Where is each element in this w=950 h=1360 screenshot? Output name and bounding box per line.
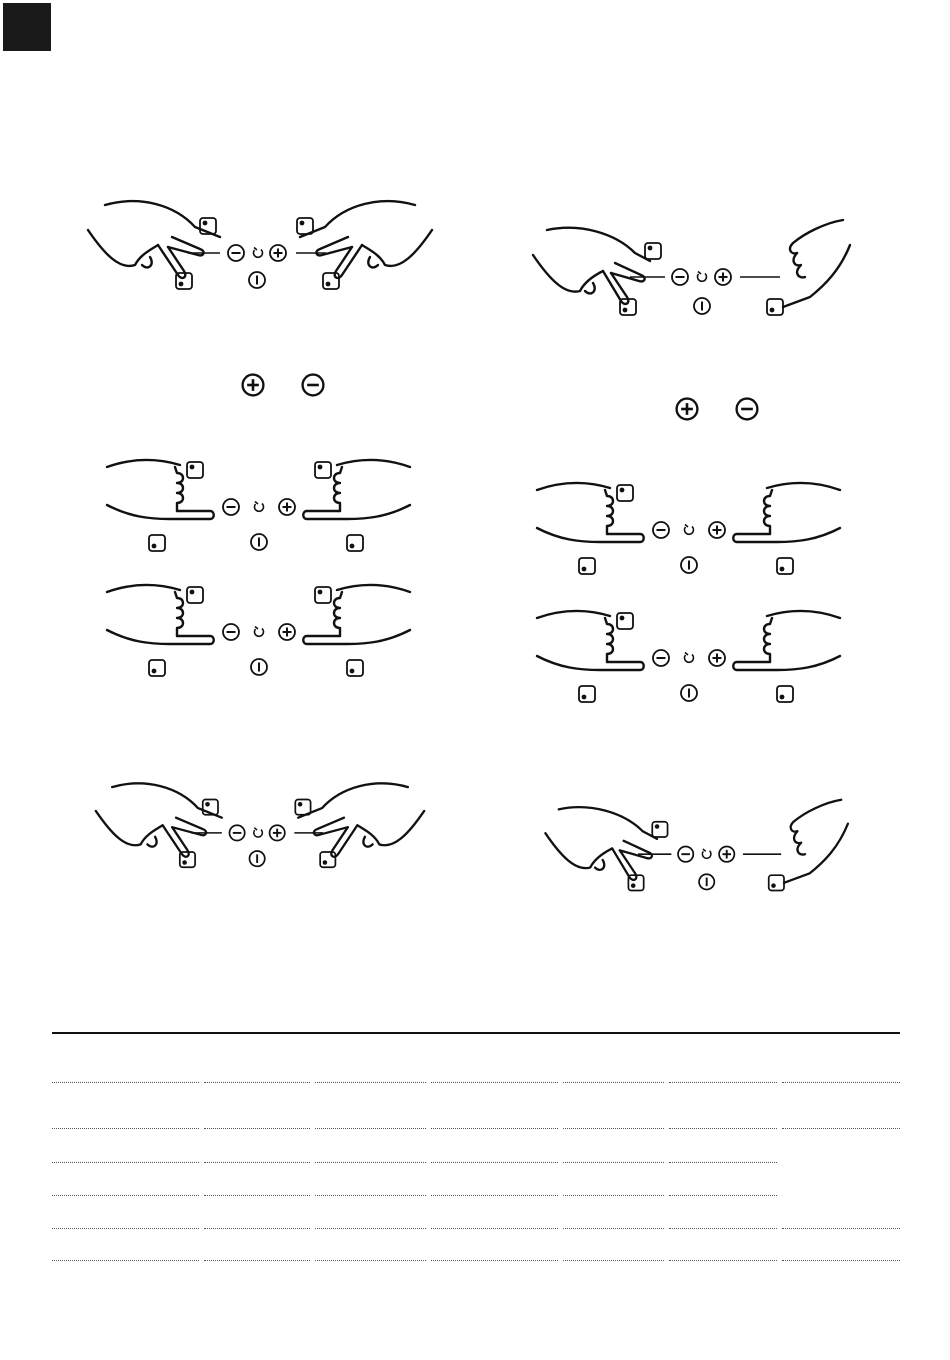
cooking-zone-icon: [315, 462, 331, 478]
dotted-cell-line: [52, 1162, 199, 1163]
power-icon: [249, 272, 265, 288]
cooking-zone-icon: [579, 686, 595, 702]
dotted-cell-line: [431, 1162, 558, 1163]
dotted-cell-line: [204, 1128, 310, 1129]
timer-icon: [254, 828, 263, 837]
cooking-zone-icon: [579, 558, 595, 574]
dotted-cell-line: [52, 1260, 199, 1261]
dotted-cell-line: [204, 1260, 310, 1261]
minus-circle-icon: [303, 375, 324, 396]
dotted-cell-line: [52, 1195, 199, 1196]
plus-circle-icon: [709, 650, 725, 666]
timer-icon: [254, 627, 263, 637]
dotted-cell-line: [431, 1228, 558, 1229]
timer-icon: [684, 653, 693, 663]
dotted-cell-line: [669, 1260, 777, 1261]
dotted-cell-line: [315, 1260, 426, 1261]
cooking-zone-icon: [767, 299, 783, 315]
dotted-cell-line: [563, 1162, 664, 1163]
cooking-zone-icon: [617, 613, 633, 629]
timer-icon: [254, 502, 263, 512]
figure-two-hands-v-fingers-top-left: [80, 185, 440, 295]
dotted-cell-line: [782, 1082, 900, 1083]
dotted-cell-line: [204, 1082, 310, 1083]
minus-circle-icon: [223, 624, 239, 640]
plus-minus-icons-left: [238, 370, 328, 400]
dotted-cell-line: [669, 1228, 777, 1229]
figure-fists-left-1: [105, 455, 415, 555]
plus-circle-icon: [243, 375, 264, 396]
minus-circle-icon: [653, 650, 669, 666]
dotted-cell-line: [431, 1082, 558, 1083]
cooking-zone-icon: [320, 852, 335, 867]
dotted-cell-line: [782, 1260, 900, 1261]
power-icon: [250, 851, 265, 866]
dotted-cell-line: [315, 1162, 426, 1163]
cooking-zone-icon: [645, 243, 661, 259]
cooking-zone-icon: [149, 535, 165, 551]
dotted-cell-line: [52, 1082, 199, 1083]
dotted-cell-line: [315, 1228, 426, 1229]
power-icon: [681, 685, 697, 701]
minus-circle-icon: [737, 399, 758, 420]
cooking-zone-icon: [652, 822, 667, 837]
dotted-cell-line: [431, 1195, 558, 1196]
minus-circle-icon: [672, 269, 688, 285]
timer-icon: [702, 849, 711, 858]
dotted-cell-line: [204, 1195, 310, 1196]
dotted-cell-line: [563, 1082, 664, 1083]
minus-circle-icon: [678, 847, 693, 862]
figure-two-hands-v-fingers-bottom-left: [85, 768, 435, 873]
power-icon: [251, 659, 267, 675]
figure-fists-right-1: [535, 478, 845, 578]
figure-v-hand-and-finger-top-right: [525, 215, 865, 325]
minus-circle-icon: [223, 499, 239, 515]
dotted-cell-line: [563, 1260, 664, 1261]
cooking-zone-icon: [617, 485, 633, 501]
section-divider: [52, 1032, 900, 1034]
cooking-zone-icon: [323, 273, 339, 289]
cooking-zone-icon: [347, 660, 363, 676]
dotted-cell-line: [669, 1195, 777, 1196]
dotted-cell-line: [315, 1128, 426, 1129]
dotted-cell-line: [315, 1195, 426, 1196]
plus-circle-icon: [715, 269, 731, 285]
plus-circle-icon: [719, 847, 734, 862]
dotted-cell-line: [52, 1228, 199, 1229]
power-icon: [251, 534, 267, 550]
dotted-cell-line: [782, 1228, 900, 1229]
chapter-marker-block: [3, 3, 51, 51]
cooking-zone-icon: [777, 686, 793, 702]
dotted-cell-line: [204, 1228, 310, 1229]
cooking-zone-icon: [769, 875, 784, 890]
dotted-cell-line: [782, 1128, 900, 1129]
plus-circle-icon: [709, 522, 725, 538]
plus-circle-icon: [677, 399, 698, 420]
timer-icon: [684, 525, 693, 535]
cooking-zone-icon: [315, 587, 331, 603]
dotted-cell-line: [669, 1162, 777, 1163]
plus-circle-icon: [279, 499, 295, 515]
dotted-cell-line: [431, 1128, 558, 1129]
timer-icon: [253, 248, 262, 258]
cooking-zone-icon: [187, 462, 203, 478]
plus-circle-icon: [270, 825, 285, 840]
plus-minus-icons-right: [672, 394, 762, 424]
plus-circle-icon: [270, 245, 286, 261]
power-icon: [694, 298, 710, 314]
power-icon: [699, 874, 714, 889]
minus-circle-icon: [653, 522, 669, 538]
figure-fists-left-2: [105, 580, 415, 680]
figure-v-hand-and-finger-bottom-right: [535, 795, 865, 900]
dotted-cell-line: [669, 1082, 777, 1083]
dotted-cell-line: [563, 1195, 664, 1196]
minus-circle-icon: [229, 825, 244, 840]
dotted-cell-line: [52, 1128, 199, 1129]
dotted-cell-line: [431, 1260, 558, 1261]
dotted-cell-line: [563, 1128, 664, 1129]
timer-icon: [697, 272, 706, 282]
dotted-cell-line: [315, 1082, 426, 1083]
figure-fists-right-2: [535, 606, 845, 706]
minus-circle-icon: [228, 245, 244, 261]
dotted-cell-line: [563, 1228, 664, 1229]
cooking-zone-icon: [187, 587, 203, 603]
cooking-zone-icon: [149, 660, 165, 676]
cooking-zone-icon: [777, 558, 793, 574]
cooking-zone-icon: [347, 535, 363, 551]
dotted-cell-line: [669, 1128, 777, 1129]
plus-circle-icon: [279, 624, 295, 640]
dotted-cell-line: [204, 1162, 310, 1163]
power-icon: [681, 557, 697, 573]
